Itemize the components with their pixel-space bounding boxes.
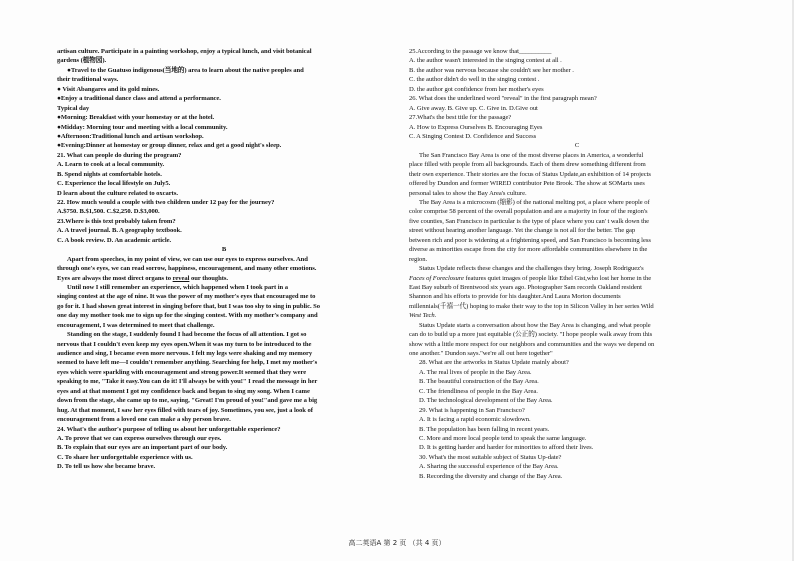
- right-text-line: Faces of Foreclosure features quiet images of people like Ethel Gist,who lost her home in the: [409, 274, 652, 282]
- right-text-line: B. the author was nervous because she couldn't see her mother .: [409, 66, 574, 74]
- left-text-line: A. Learn to cook at a local community.: [57, 161, 165, 169]
- left-text-line: Eyes are always the most direct organs to reveal our thoughts.: [57, 274, 228, 282]
- left-text-line: singing contest at the age of nine. It was the power of my mother's eyes that encouraged me to: [57, 293, 316, 301]
- right-text-line: one another." Dundon says."we're all out here together": [409, 350, 553, 357]
- right-text-line: A. Sharing the successful experience of the Bay Area.: [419, 463, 559, 471]
- left-text-line: encouragement from a loved one can make a shy person brave.: [57, 416, 231, 424]
- left-text-line: eyes which were sparkling with encouragement and strong power.It seemed that they were: [57, 368, 307, 376]
- right-text-line: The San Francisco Bay Area is one of the most diverse places in America, a wonderful: [419, 151, 644, 159]
- right-text-line: C. the author didn't do well in the singing contest .: [409, 76, 540, 84]
- right-text-line: A. Give away. B. Give up. C. Give in. D.Give out: [409, 104, 538, 112]
- right-text-line: street without hearing another language. Yet the change is not all for the better. The gap: [409, 227, 636, 235]
- right-text-line: B. Recording the diversity and change of the Bay Area.: [419, 472, 563, 480]
- left-text-line: ●Morning: Breakfast with your homestay or at the hotel.: [57, 114, 215, 122]
- left-text-line: audience and sing, I became even more nervous. I felt my legs were shaking and my memory: [57, 350, 313, 357]
- left-text-line: hug. At that moment, I saw her eyes filled with tears of joy. Sometimes, you see, just a look of: [57, 406, 313, 414]
- left-text-line: ●Travel to the Guatuso indigenous(当地的) area to learn about the native peoples and: [67, 66, 304, 74]
- right-text-line: 28. What are the artworks in Status Update mainly about?: [419, 359, 569, 367]
- right-text-line: 27.What's the best title for the passage?: [409, 114, 512, 122]
- left-text-line: B. To explain that our eyes are an important part of our body.: [57, 444, 228, 452]
- right-text-line: Status Update starts a conversation about how the Bay Area is changing, and what people: [419, 321, 651, 329]
- left-text-line: ● Visit Abangares and its gold mines.: [57, 85, 160, 93]
- left-text-line: ●Midday: Morning tour and meeting with a local community.: [57, 123, 228, 131]
- right-text-line: D. The technological development of the Bay Area.: [419, 397, 553, 405]
- left-text-line: D. To tell us how she became brave.: [57, 463, 156, 471]
- left-text-line: C. A book review. D. An academic article.: [57, 236, 172, 244]
- right-text-line: can do to build up a more just equitable (公正的) society. "I hope people walk away from this: [409, 331, 653, 339]
- right-text-line: personal tales to show the Bay Area's culture.: [409, 189, 527, 197]
- right-text-line: color comprise 58 percent of the overall population and are a majority in four of the region's: [409, 208, 648, 216]
- right-text-line: 26. What does the underlined word "reveal" in the first paragraph mean?: [409, 95, 597, 103]
- right-text-line: their own experience. Their stories are the focus of Status Update,an exhibition of 14 projects: [409, 170, 651, 178]
- left-text-line: 24. What's the author's purpose of telling us about her unforgettable experience?: [57, 425, 281, 433]
- right-text-line: millennials(千禧一代) hoping to make their way to the top in Silicon Valley in her series Wild: [409, 302, 654, 310]
- right-text-line: C. A Singing Contest D. Confidence and Success: [409, 132, 537, 140]
- right-text-line: A. The real lives of people in the Bay Area.: [419, 368, 532, 376]
- left-text-line: A. To prove that we can express ourselves through our eyes.: [57, 434, 222, 442]
- right-text-line: D. the author got confidence from her mother's eyes: [409, 85, 544, 93]
- left-text-line: B: [221, 246, 227, 254]
- right-text-line: C. More and more local people tend to speak the same language.: [419, 434, 587, 442]
- right-text-line: five counties, San Francisco in particular is the type of place where you can' t walk down the: [409, 217, 650, 225]
- left-text-line: through one's eyes, we can read sorrow, happiness, encouragement, and many other emotions.: [57, 265, 317, 273]
- left-text-line: speaking to me, "Take it easy.You can do it! I'll always be with you!" I read the message in her: [57, 378, 318, 386]
- left-text-line: 22. How much would a couple with two children under 12 pay for the journey?: [57, 199, 275, 206]
- left-text-line: B. Spend nights at comfortable hotels.: [57, 170, 162, 178]
- left-text-line: eyes and at that moment I got my confidence back and began to sing my song. When I came: [57, 387, 310, 395]
- left-text-line: go for it. I had shown great interest in singing before that, but I was too shy to sing in public. So: [57, 302, 321, 310]
- left-text-line: nervous that I couldn't even keep my eyes open.When it was my turn to be introduced to the: [57, 340, 312, 348]
- left-text-line: down from the stage, she came up to me, saying, "Great! I'm proud of you!"and gave me a big: [57, 397, 318, 405]
- right-text-line: offered by Dundon and former WIRED contributor Pete Brook. The show at SOMarts uses: [409, 180, 645, 188]
- right-column: [409, 47, 745, 535]
- left-text-line: D learn about the culture related to oxcarts.: [57, 189, 178, 197]
- right-text-line: A. It is facing a rapid economic slowdown.: [419, 416, 531, 424]
- right-text-line: region.: [409, 255, 428, 263]
- left-text-line: gardens (植物园).: [57, 57, 107, 65]
- series-title: Faces of Foreclosure: [409, 274, 464, 282]
- right-text-line: East Bay suburb of Brentwood six years ago. Photographer Sam records Oakland resident: [409, 283, 642, 291]
- left-text-line: 21. What can people do during the program?: [57, 151, 182, 159]
- left-text-line: ●Evening:Dinner at homestay or group dinner, relax and get a good night's sleep.: [57, 142, 282, 150]
- left-text-line: Until now I still remember an experience, which happened when I took part in a: [67, 283, 288, 291]
- right-text-line: B. The beautiful construction of the Bay Area.: [419, 378, 539, 386]
- left-text-line: artisan culture. Participate in a painting workshop, enjoy a typical lunch, and visit botanical: [57, 48, 312, 55]
- right-text-line: show with a little more respect for our neighbors and communities and the ways we depend on: [409, 340, 655, 348]
- right-text-line: Shannon and his efforts to provide for his daughter.And Laura Morton documents: [409, 293, 621, 301]
- right-text-line: 25.According to the passage we know that__________: [409, 48, 552, 55]
- left-text-line: seemed to have left me—I couldn't remember anything. Searching for help, I met my mother's: [57, 359, 318, 367]
- left-text-line: Typical day: [57, 104, 90, 112]
- left-text-line: 23.Where is this text probably taken from?: [57, 217, 176, 225]
- right-text-line: between rich and poor is widening at a frightening speed, and San Francisco is becoming less: [409, 236, 651, 244]
- left-text-line: C. Experience the local lifestyle on July5.: [57, 180, 171, 188]
- right-text-line: West Tech.: [409, 312, 437, 320]
- right-text-line: B. The population has been falling in recent years.: [419, 425, 550, 433]
- right-text-line: diverse as minorities escape from the city for more affordable communities elsewhere in the: [409, 246, 648, 254]
- right-text-line: 29. What is happening in San Francisco?: [419, 406, 525, 414]
- right-text-line: A. the author wasn't interested in the singing contest at all .: [409, 57, 562, 65]
- right-text-line: Status Update reflects these changes and the challenges they bring. Joseph Rodriguez's: [419, 265, 644, 273]
- left-text-line: one day my mother took me to sign up for the singing contest. With my mother's company and: [57, 312, 318, 320]
- right-text-line: 30. What's the most suitable subject of Status Up-date?: [419, 453, 562, 461]
- left-text-line: C. To share her unforgettable experience with us.: [57, 453, 193, 461]
- underlined-word: reveal: [172, 274, 190, 282]
- left-text-line: ●Afternoon:Traditional lunch and artisan workshop.: [57, 132, 204, 140]
- right-text-line: C: [574, 142, 580, 150]
- page-footer: 高二英语A 第 2 页 （共 4 页）: [348, 539, 446, 547]
- left-text-line: Standing on the stage, I suddenly found I had become the focus of all attention. I got so: [67, 331, 307, 339]
- left-text-line: Apart from speeches, in my point of view, we can use our eyes to express ourselves. And: [67, 255, 308, 263]
- right-text-line: A. How to Express Ourselves B. Encouraging Eyes: [409, 123, 543, 131]
- right-text-line: D. It is getting harder and harder for minorities to afford their lives.: [419, 444, 594, 452]
- left-text-line: A.$750. B.$1,500. C.$2,250. D.$3,000.: [57, 208, 160, 216]
- left-text-line: A. A travel journal. B. A geography textbook.: [57, 227, 182, 235]
- left-text-line: ●Enjoy a traditional dance class and attend a performance.: [57, 95, 221, 103]
- right-text-line: The Bay Area is a microcosm (缩影) of the national melting pot, a place where people of: [419, 199, 650, 206]
- right-text-line: place filled with people from all backgrounds. Each of them drew something different from: [409, 161, 646, 169]
- left-text-line: encouragement, I was determined to meet that challenge.: [57, 321, 215, 329]
- right-text-line: C. The friendliness of people in the Bay Area.: [419, 387, 538, 395]
- left-text-line: their traditional ways.: [57, 76, 119, 84]
- left-column: [57, 47, 391, 535]
